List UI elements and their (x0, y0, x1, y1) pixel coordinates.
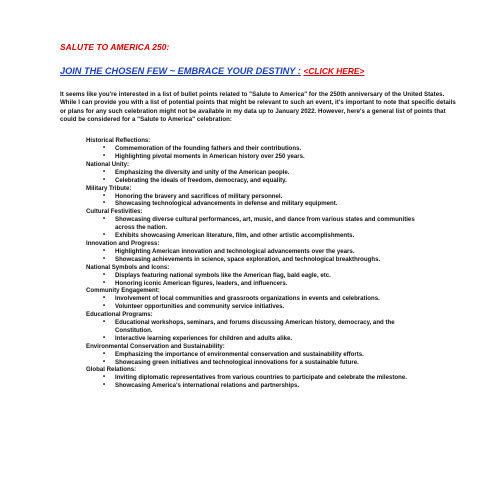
cta-text[interactable]: JOIN THE CHOSEN FEW ~ EMBRACE YOUR DESTINY : (60, 66, 301, 76)
list-item: • Highlighting American innovation and technological advancements over the years. (86, 248, 425, 256)
bullet-list (86, 145, 458, 161)
section-block (86, 343, 458, 367)
click-here-link[interactable]: <CLICK HERE> (303, 66, 365, 76)
sections-list (86, 137, 458, 390)
list-item: • Inviting diplomatic representatives from various countries to participate and celebrate the milestone. (86, 374, 425, 382)
section-title: Military Tribute: (86, 184, 132, 192)
list-item: • Emphasizing the importance of environmental conservation and sustainability efforts. (86, 351, 425, 359)
list-item: • Volunteer opportunities and community service initiatives. (86, 303, 425, 311)
page-title: SALUTE TO AMERICA 250: (60, 42, 170, 52)
section-block (86, 264, 458, 288)
list-item: • Honoring iconic American figures, leaders, and influencers. (86, 280, 425, 288)
list-item: • Interactive learning experiences for children and adults alike. (86, 335, 425, 343)
list-item: • Showcasing green initiatives and technological innovations for a sustainable future. (86, 359, 425, 367)
section-title: Innovation and Progress: (86, 239, 160, 247)
section-block (86, 366, 458, 390)
bullet-list (86, 374, 458, 390)
bullet-list (86, 295, 458, 311)
section-title: National Unity: (86, 160, 129, 168)
bullet-list (86, 193, 458, 209)
bullet-list (86, 248, 458, 264)
bullet-list (86, 351, 458, 367)
section-block (86, 161, 458, 185)
list-item: • Showcasing technological advancements in defense and military equipment. (86, 200, 425, 208)
section-title: Community Engagement: (86, 287, 160, 295)
bullet-list (86, 272, 458, 288)
list-item: • Showcasing achievements in science, space exploration, and technological breakthroughs. (86, 256, 425, 264)
list-item: • Educational workshops, seminars, and forums discussing American history, democracy, and the Constitution. (86, 319, 425, 335)
cta-line (60, 66, 458, 76)
section-block (86, 287, 458, 311)
section-block (86, 311, 458, 343)
section-title: National Symbols and Icons: (86, 263, 170, 271)
list-item: • Commemoration of the founding fathers and their contributions. (86, 145, 425, 153)
section-block (86, 240, 458, 264)
bullet-list (86, 169, 458, 185)
list-item: • Showcasing diverse cultural performances, art, music, and dance from various states and communities across the nation. (86, 216, 425, 232)
list-item: • Involvement of local communities and grassroots organizations in events and celebrations. (86, 295, 425, 303)
section-title: Educational Programs: (86, 311, 153, 319)
bullet-list (86, 319, 458, 343)
section-title: Global Relations: (86, 366, 137, 374)
list-item: • Emphasizing the diversity and unity of the American people. (86, 169, 425, 177)
section-title: Cultural Festivities: (86, 208, 143, 216)
bullet-list (86, 216, 458, 240)
list-item: • Celebrating the ideals of freedom, democracy, and equality. (86, 177, 425, 185)
section-block (86, 208, 458, 240)
section-block (86, 185, 458, 209)
list-item: • Showcasing America's international relations and partnerships. (86, 382, 425, 390)
list-item: • Displays featuring national symbols like the American flag, bald eagle, etc. (86, 272, 425, 280)
section-title: Historical Reflections: (86, 137, 151, 145)
section-block (86, 137, 458, 161)
list-item: • Highlighting pivotal moments in American history over 250 years. (86, 153, 425, 161)
intro-paragraph: It seems like you're interested in a list of bullet points related to "Salute to America" for the 250th anniversary of the United States. While I can provide you with a list of potential points that might be relevant to such an event, it's important to note that specific details or plans for any such celebration might not be available in my data up to January 2022. However, here's a general list of points that could be considered for a "Salute to America" celebration: (60, 91, 456, 123)
list-item: • Exhibits showcasing American literature, film, and other artistic accomplishments. (86, 232, 425, 240)
section-title: Environmental Conservation and Sustainability: (86, 342, 225, 350)
list-item: • Honoring the bravery and sacrifices of military personnel. (86, 193, 425, 201)
